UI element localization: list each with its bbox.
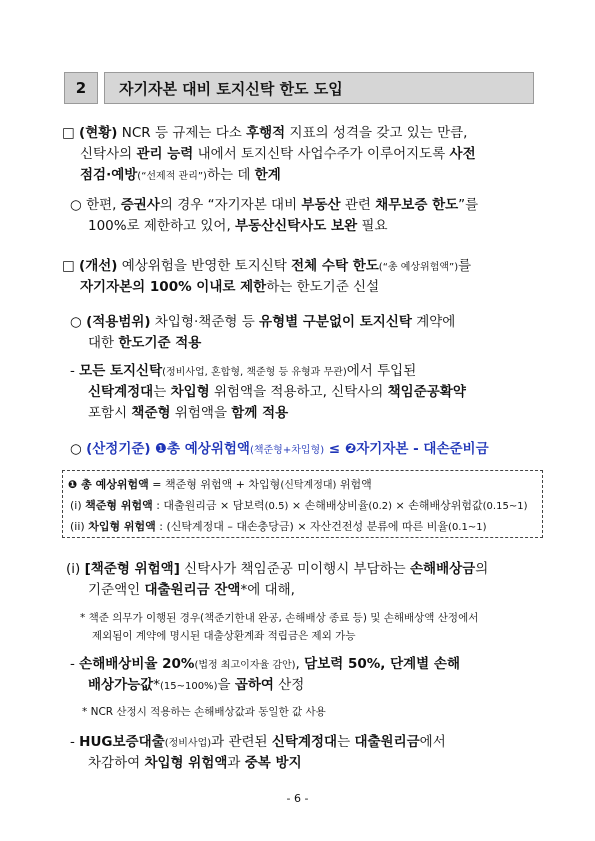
para-improve-line1	[62, 257, 471, 277]
text-segment: 손해배상금	[410, 561, 476, 577]
text-segment: 자기자본 - 대손준비금	[356, 441, 489, 457]
text-segment: 한계	[254, 167, 281, 183]
text-segment: 의	[475, 561, 489, 577]
text-segment: 전체 수탁 한도	[291, 258, 379, 274]
footnote-2: * NCR 산정시 적용하는 손해배상값과 동일한 값 사용	[82, 706, 326, 718]
text-segment: 위험액	[336, 478, 372, 491]
text-segment: = 책준형 위험액 + 차입형	[148, 478, 281, 491]
text-segment: 예상위험을 반영한 토지신탁	[117, 258, 292, 274]
text-segment: ❶	[68, 478, 82, 491]
text-segment: (0.1~1)	[448, 522, 487, 533]
text-segment: 하는 한도기준 신설	[266, 279, 380, 295]
para-current-line1	[62, 124, 467, 142]
text-segment: (책준형+차입형)	[249, 445, 325, 456]
para-scope-line2	[88, 334, 201, 352]
text-segment: 자기자본의 100% 이내로 제한	[80, 279, 267, 295]
para-damages-line1	[70, 655, 460, 675]
text-segment: *	[153, 677, 160, 693]
text-segment: : (신탁계정대 – 대손충당금) × 자산건전성 분류에 따른 비율	[155, 520, 449, 533]
text-segment: 신탁계정대	[271, 734, 338, 750]
text-segment: 책준형 위험액	[85, 499, 153, 512]
text-segment: (정비사업)	[164, 738, 212, 749]
para-all-trusts-line1	[70, 362, 416, 382]
text-segment: 사전	[449, 146, 476, 162]
text-segment: HUG보증대출	[79, 734, 165, 750]
text-segment: 차입형 위험액	[144, 755, 228, 771]
text-segment: (산정기준)	[86, 441, 151, 457]
text-segment: 신탁계정대	[88, 384, 154, 400]
text-segment: 관련	[340, 197, 376, 213]
text-segment: NCR 등 규제는 다소	[117, 125, 247, 141]
text-segment: 100%로 제한하고 있어,	[88, 218, 236, 234]
text-segment: 곱하여	[234, 677, 274, 693]
text-segment: -	[70, 656, 80, 672]
text-segment: 기준액인	[88, 582, 145, 598]
page-number: - 6 -	[286, 792, 309, 805]
para-completion-line2	[88, 581, 295, 599]
text-segment: 증권사	[120, 197, 160, 213]
text-segment: 배상가능값	[88, 677, 154, 693]
text-segment: 계약에	[411, 314, 456, 330]
text-segment: (개선)	[79, 258, 118, 274]
para-hug-line1	[70, 733, 446, 753]
text-segment: -	[70, 363, 80, 379]
text-segment: (적용범위)	[86, 314, 151, 330]
text-segment: (0.15~1)	[482, 501, 528, 512]
footnote-1-line1: * 책준 의무가 이행된 경우(책준기한내 완공, 손해배상 종료 등) 및 손해배상액 산정에서	[80, 612, 479, 624]
text-segment: [책준형 위험액]	[84, 561, 180, 577]
text-segment: 중복 방지	[244, 755, 302, 771]
text-segment: □	[62, 125, 80, 141]
text-segment: (0.2)	[368, 501, 393, 512]
text-segment: 포함시	[88, 405, 132, 421]
para-hug-line2	[88, 754, 302, 772]
text-segment: 차입형	[170, 384, 210, 400]
text-segment: 차입형·책준형 등	[150, 314, 260, 330]
text-segment: 에서 투입된	[346, 363, 417, 379]
para-current-line3	[80, 166, 281, 186]
text-segment: 과 관련된	[211, 734, 272, 750]
text-segment: 책임준공확약	[387, 384, 466, 400]
text-segment: ❶	[150, 441, 167, 457]
text-segment: 필요	[357, 218, 388, 234]
section-title: 자기자본 대비 토지신탁 한도 도입	[104, 72, 534, 104]
text-segment: 책준형	[131, 405, 171, 421]
text-segment: 후행적	[246, 125, 286, 141]
text-segment: 차입형 위험액	[88, 520, 156, 533]
text-segment: 대출원리금	[354, 734, 420, 750]
text-segment: ”를	[458, 197, 479, 213]
text-segment: 내에서 토지신탁 사업수주가 이루어지도록	[193, 146, 450, 162]
text-segment: × 손해배상위험값	[392, 499, 483, 512]
text-segment: 신탁사의	[80, 146, 137, 162]
text-segment: 는	[337, 734, 355, 750]
text-segment: 산정	[273, 677, 305, 693]
text-segment: 신탁사가 책임준공 미이행시 부담하는	[179, 561, 410, 577]
para-securities-line1	[70, 196, 478, 214]
text-segment: 위험액을 적용하고, 신탁사의	[209, 384, 388, 400]
text-segment: 채무보증 한도	[375, 197, 459, 213]
text-segment: 을	[217, 677, 235, 693]
text-segment: ○	[70, 314, 87, 330]
text-segment: ○	[70, 441, 87, 457]
text-segment: 에서	[419, 734, 446, 750]
text-segment: (신탁계정대)	[280, 480, 337, 491]
text-segment: 대한	[88, 335, 119, 351]
text-segment: 의 경우 “자기자본 대비	[159, 197, 302, 213]
text-segment: 부동산	[301, 197, 341, 213]
text-segment: ○ 한편,	[70, 197, 121, 213]
text-segment: (ii)	[70, 520, 89, 533]
footnote-1-line2: 제외됨이 계약에 명시된 대출상환계좌 적립금은 제외 가능	[92, 630, 356, 642]
text-segment: 관리 능력	[136, 146, 194, 162]
text-segment: 부동산신탁사도 보완	[235, 218, 358, 234]
text-segment: 과	[227, 755, 245, 771]
text-segment: 위험액을	[170, 405, 232, 421]
text-segment: (15~100%)	[159, 681, 218, 692]
text-segment: 함께 적용	[231, 405, 289, 421]
para-securities-line2	[88, 217, 388, 235]
text-segment: 점검·예방	[80, 167, 138, 183]
text-segment: 총 예상위험액	[81, 478, 149, 491]
text-segment: 손해배상비율 20%	[79, 656, 195, 672]
text-segment: (현황)	[79, 125, 118, 141]
para-improve-line2	[80, 278, 379, 296]
text-segment: 유형별 구분없이 토지신탁	[259, 314, 412, 330]
text-segment: 한도기준 적용	[118, 335, 202, 351]
para-completion-line1	[66, 560, 488, 578]
text-segment: (i)	[70, 499, 86, 512]
para-calc-criteria	[70, 440, 489, 460]
text-segment: 를	[458, 258, 472, 274]
text-segment: □	[62, 258, 80, 274]
text-segment: ,	[295, 656, 305, 672]
para-damages-line2	[88, 676, 304, 696]
text-segment: (법정 최고이자율 감안)	[194, 660, 296, 671]
text-segment: (“총 예상위험액”)	[378, 262, 459, 273]
text-segment: ≤ ❷	[324, 441, 357, 457]
text-segment: 담보력 50%, 단계별 손해	[304, 656, 461, 672]
formula-completion-risk	[70, 497, 527, 516]
text-segment: 하는 데	[206, 167, 255, 183]
formula-total-risk	[68, 476, 372, 495]
text-segment: *에 대해,	[240, 582, 295, 598]
section-number: 2	[64, 72, 98, 104]
text-segment: : 대출원리금 × 담보력	[152, 499, 265, 512]
text-segment: (“선제적 관리”)	[137, 171, 207, 182]
text-segment: (i)	[66, 561, 85, 577]
text-segment: (정비사업, 혼합형, 책준형 등 유형과 무관)	[162, 367, 347, 378]
para-all-trusts-line2	[88, 383, 466, 401]
text-segment: × 손해배상비율	[288, 499, 369, 512]
text-segment: 총 예상위험액	[167, 441, 250, 457]
text-segment: 차감하여	[88, 755, 145, 771]
text-segment: 모든 토지신탁	[79, 363, 163, 379]
para-scope-line1	[70, 313, 455, 331]
para-all-trusts-line3	[88, 404, 288, 422]
text-segment: 는	[153, 384, 171, 400]
para-current-line2	[80, 145, 476, 163]
text-segment: (0.5)	[264, 501, 289, 512]
text-segment: 지표의 성격을 갖고 있는 만큼,	[285, 125, 468, 141]
text-segment: -	[70, 734, 80, 750]
text-segment: 대출원리금 잔액	[144, 582, 241, 598]
formula-borrowing-risk	[70, 518, 487, 537]
